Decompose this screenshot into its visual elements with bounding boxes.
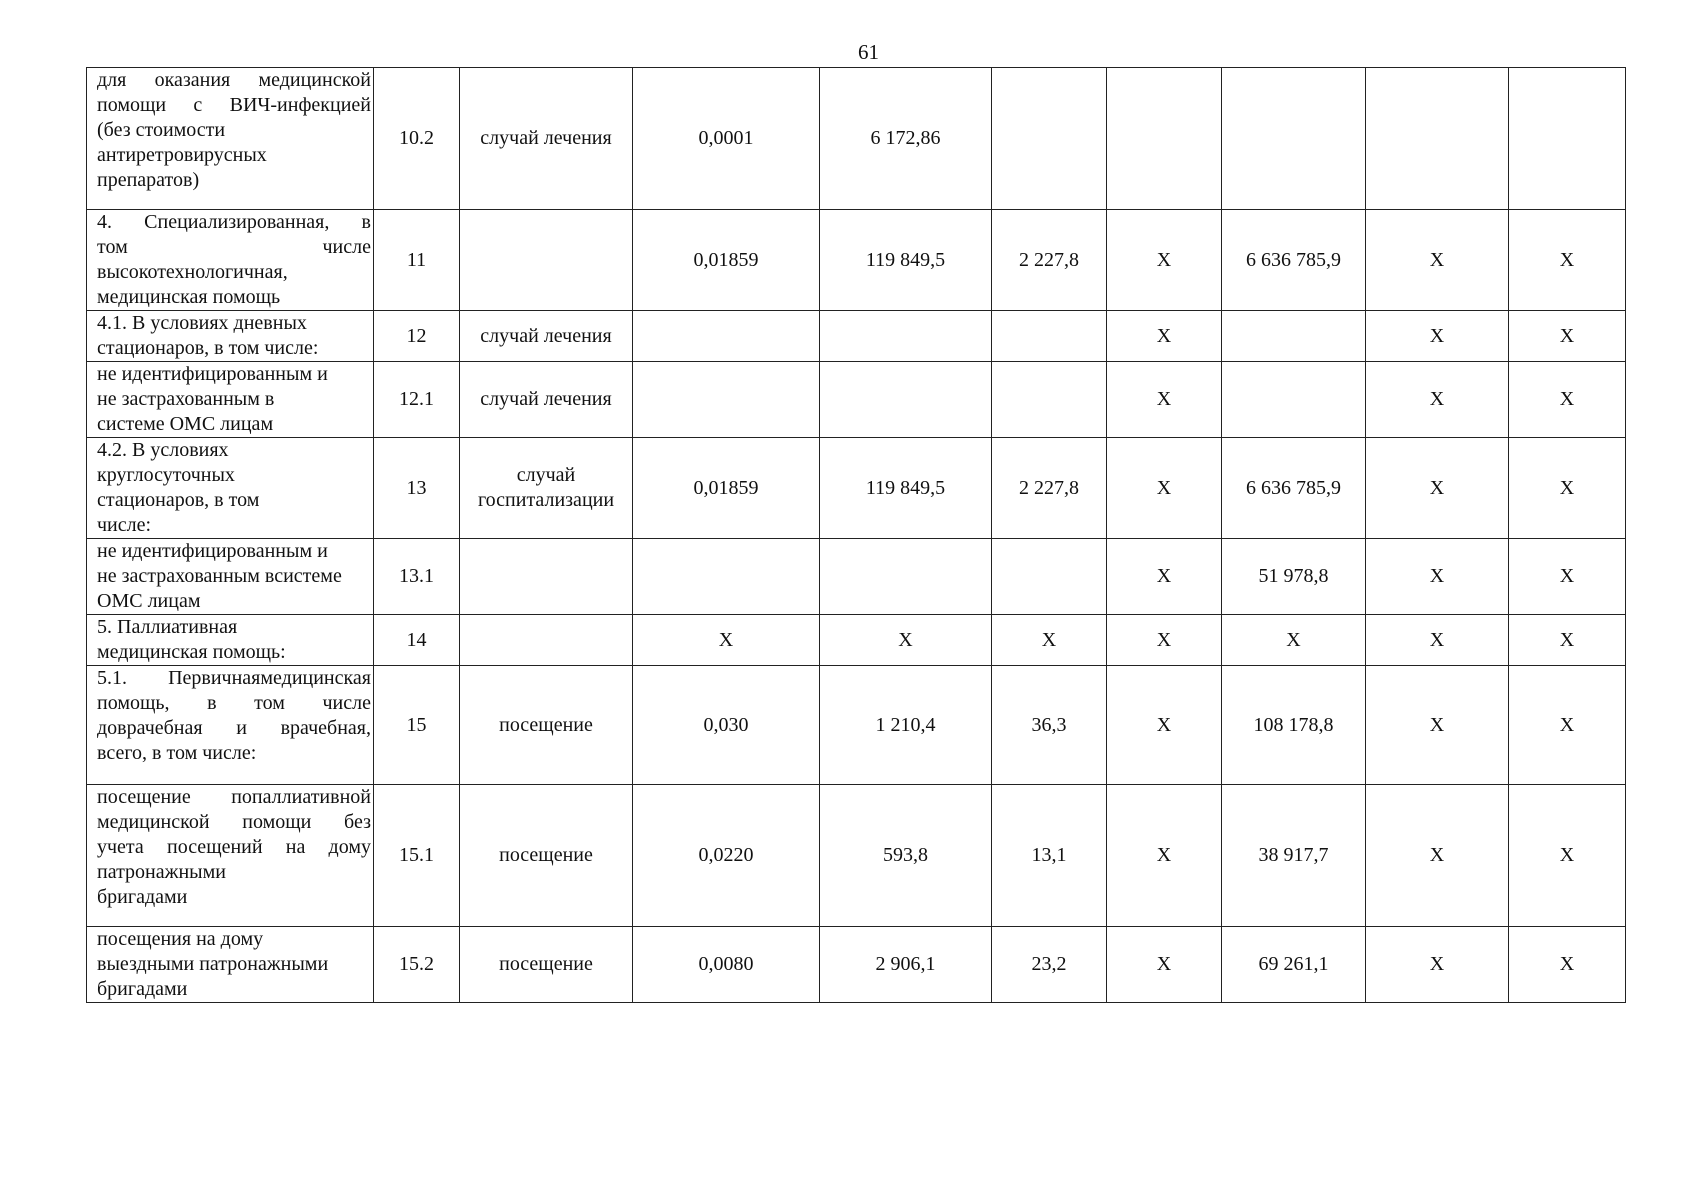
row-label-line: не застрахованным в	[97, 388, 275, 410]
per-capita-cell	[992, 362, 1107, 438]
unit-cell: посещение	[460, 927, 633, 1003]
oms-total-cell: Х	[1366, 615, 1509, 666]
oms-per-capita-cell: Х	[1107, 362, 1222, 438]
row-label-line: том числе	[97, 236, 371, 258]
row-label-cell	[87, 68, 374, 210]
total-cost-cell: 51 978,8	[1222, 539, 1366, 615]
oms-per-capita-cell: Х	[1107, 785, 1222, 927]
cost-per-unit-cell	[820, 539, 992, 615]
row-label-line: (без стоимости	[97, 119, 226, 141]
row-number-cell: 15.1	[374, 785, 460, 927]
total-cost-cell	[1222, 362, 1366, 438]
row-number-cell: 12	[374, 311, 460, 362]
row-number-cell: 11	[374, 210, 460, 311]
oms-total-cell: Х	[1366, 311, 1509, 362]
page-number: 61	[858, 40, 879, 64]
row-label-cell	[87, 539, 374, 615]
table-row	[87, 438, 1626, 539]
cost-per-unit-cell: 6 172,86	[820, 68, 992, 210]
share-cell: Х	[1509, 615, 1626, 666]
total-cost-cell: 69 261,1	[1222, 927, 1366, 1003]
unit-cell: случай лечения	[460, 362, 633, 438]
volume-norm-cell	[633, 311, 820, 362]
row-label-cell	[87, 362, 374, 438]
oms-total-cell: Х	[1366, 438, 1509, 539]
unit-cell: посещение	[460, 785, 633, 927]
row-label-line: доврачебная и врачебная,	[97, 717, 371, 739]
share-cell: Х	[1509, 785, 1626, 927]
share-cell: Х	[1509, 927, 1626, 1003]
volume-norm-cell: 0,01859	[633, 210, 820, 311]
per-capita-cell: 23,2	[992, 927, 1107, 1003]
per-capita-cell: 2 227,8	[992, 210, 1107, 311]
total-cost-cell: Х	[1222, 615, 1366, 666]
total-cost-cell: 6 636 785,9	[1222, 210, 1366, 311]
row-number-cell: 13.1	[374, 539, 460, 615]
row-label-cell	[87, 438, 374, 539]
volume-norm-cell	[633, 362, 820, 438]
volume-norm-cell	[633, 539, 820, 615]
oms-total-cell	[1366, 68, 1509, 210]
row-label-line: препаратов)	[97, 169, 200, 191]
row-label-cell	[87, 666, 374, 785]
row-label-line: антиретровирусных	[97, 144, 267, 166]
cost-per-unit-cell	[820, 362, 992, 438]
share-cell: Х	[1509, 210, 1626, 311]
row-label-line: ОМС лицам	[97, 590, 201, 612]
row-label-line: медицинской помощи без	[97, 811, 371, 833]
cost-per-unit-cell: 593,8	[820, 785, 992, 927]
table-row	[87, 362, 1626, 438]
row-label-line: 5. Паллиативная	[97, 616, 238, 638]
row-number-cell: 10.2	[374, 68, 460, 210]
cost-per-unit-cell: 119 849,5	[820, 438, 992, 539]
table-row	[87, 666, 1626, 785]
tariff-table	[86, 67, 1626, 1003]
total-cost-cell: 108 178,8	[1222, 666, 1366, 785]
row-label-line: всего, в том числе:	[97, 742, 257, 764]
table-body	[87, 68, 1626, 1003]
row-label-line: выездными патронажными	[97, 953, 329, 975]
volume-norm-cell: 0,030	[633, 666, 820, 785]
row-label-line: не застрахованным всистеме	[97, 565, 342, 587]
share-cell: Х	[1509, 666, 1626, 785]
row-label-line: числе:	[97, 514, 152, 536]
row-label-line: патронажными	[97, 861, 226, 883]
row-label-line: помощь, в том числе	[97, 692, 371, 714]
row-label-line: медицинская помощь	[97, 286, 281, 308]
unit-cell: посещение	[460, 666, 633, 785]
volume-norm-cell: 0,0080	[633, 927, 820, 1003]
per-capita-cell: 2 227,8	[992, 438, 1107, 539]
table-row	[87, 927, 1626, 1003]
row-number-cell: 12.1	[374, 362, 460, 438]
share-cell: Х	[1509, 539, 1626, 615]
cost-per-unit-cell: 2 906,1	[820, 927, 992, 1003]
unit-cell	[460, 615, 633, 666]
oms-per-capita-cell: Х	[1107, 927, 1222, 1003]
row-label-line: для оказания медицинской	[97, 69, 371, 91]
row-label-line: 5.1. Первичнаямедицинская	[97, 667, 371, 689]
table-row	[87, 539, 1626, 615]
row-label-line: помощи с ВИЧ-инфекцией	[97, 94, 371, 116]
row-label-line: бригадами	[97, 886, 188, 908]
row-label-line: стационаров, в том числе:	[97, 337, 319, 359]
total-cost-cell	[1222, 311, 1366, 362]
unit-cell	[460, 210, 633, 311]
oms-per-capita-cell: Х	[1107, 666, 1222, 785]
volume-norm-cell: 0,01859	[633, 438, 820, 539]
per-capita-cell: Х	[992, 615, 1107, 666]
share-cell: Х	[1509, 362, 1626, 438]
per-capita-cell	[992, 68, 1107, 210]
row-number-cell: 15	[374, 666, 460, 785]
row-label-cell	[87, 615, 374, 666]
row-label-line: медицинская помощь:	[97, 641, 286, 663]
volume-norm-cell: Х	[633, 615, 820, 666]
cost-per-unit-cell	[820, 311, 992, 362]
total-cost-cell: 6 636 785,9	[1222, 438, 1366, 539]
table-row	[87, 615, 1626, 666]
row-label-cell	[87, 311, 374, 362]
row-label-line: системе ОМС лицам	[97, 413, 274, 435]
row-label-line: высокотехнологичная,	[97, 261, 288, 283]
cost-per-unit-cell: 119 849,5	[820, 210, 992, 311]
share-cell: Х	[1509, 438, 1626, 539]
row-label-line: учета посещений на дому	[97, 836, 371, 858]
row-label-cell	[87, 927, 374, 1003]
row-number-cell: 14	[374, 615, 460, 666]
row-label-line: 4.1. В условиях дневных	[97, 312, 307, 334]
oms-total-cell: Х	[1366, 666, 1509, 785]
row-label-cell	[87, 785, 374, 927]
row-label-cell	[87, 210, 374, 311]
unit-cell: случай лечения	[460, 68, 633, 210]
oms-total-cell: Х	[1366, 927, 1509, 1003]
table-row	[87, 785, 1626, 927]
row-label-line: 4. Специализированная, в	[97, 211, 371, 233]
row-label-line: не идентифицированным и	[97, 363, 328, 385]
per-capita-cell	[992, 311, 1107, 362]
oms-per-capita-cell: Х	[1107, 615, 1222, 666]
volume-norm-cell: 0,0220	[633, 785, 820, 927]
row-label-line: посещения на дому	[97, 928, 264, 950]
table-row	[87, 210, 1626, 311]
unit-cell: случай госпитализации	[460, 438, 633, 539]
unit-cell	[460, 539, 633, 615]
oms-total-cell: Х	[1366, 362, 1509, 438]
cost-per-unit-cell: 1 210,4	[820, 666, 992, 785]
row-label-line: бригадами	[97, 978, 188, 1000]
oms-per-capita-cell: Х	[1107, 539, 1222, 615]
per-capita-cell	[992, 539, 1107, 615]
table-row	[87, 68, 1626, 210]
total-cost-cell	[1222, 68, 1366, 210]
row-number-cell: 15.2	[374, 927, 460, 1003]
oms-per-capita-cell: Х	[1107, 311, 1222, 362]
oms-total-cell: Х	[1366, 539, 1509, 615]
total-cost-cell: 38 917,7	[1222, 785, 1366, 927]
row-number-cell: 13	[374, 438, 460, 539]
oms-per-capita-cell	[1107, 68, 1222, 210]
unit-cell: случай лечения	[460, 311, 633, 362]
volume-norm-cell: 0,0001	[633, 68, 820, 210]
oms-total-cell: Х	[1366, 785, 1509, 927]
row-label-line: круглосуточных	[97, 464, 235, 486]
per-capita-cell: 36,3	[992, 666, 1107, 785]
share-cell	[1509, 68, 1626, 210]
per-capita-cell: 13,1	[992, 785, 1107, 927]
share-cell: Х	[1509, 311, 1626, 362]
row-label-line: стационаров, в том	[97, 489, 260, 511]
oms-per-capita-cell: Х	[1107, 438, 1222, 539]
row-label-line: не идентифицированным и	[97, 540, 328, 562]
row-label-line: посещение попаллиативной	[97, 786, 371, 808]
cost-per-unit-cell: Х	[820, 615, 992, 666]
oms-per-capita-cell: Х	[1107, 210, 1222, 311]
oms-total-cell: Х	[1366, 210, 1509, 311]
row-label-line: 4.2. В условиях	[97, 439, 229, 461]
table-row	[87, 311, 1626, 362]
